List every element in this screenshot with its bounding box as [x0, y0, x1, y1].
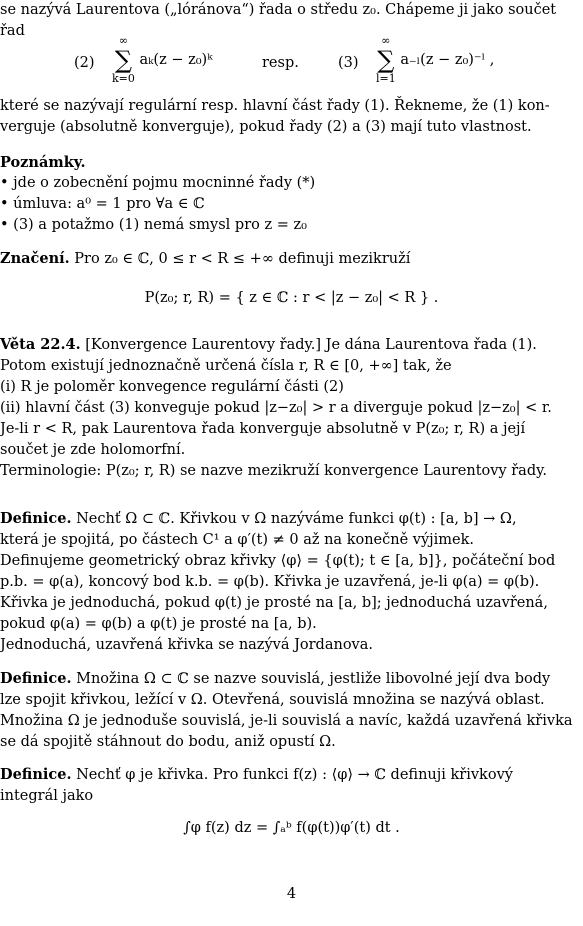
theorem-section: Věta 22.4. [Konvergence Laurentovy řady.] Je dána Laurentova řada (1). Potom existují jednoznačně určená čísla r, R ∈ [0, +∞] tak, že (i) R je poloměr konvegence regulární části (2) (ii) hlavní část (3) konveguje pokud |z−z₀| > r a diverguje pokud |z−z₀| < r. Je-li r < R, pak Laurentova řada konverguje absolutně v P(z₀; r, R) a její součet je zde holomorfní. Terminologie: P(z₀; r, R) se nazve mezikruží konvergence Laurentovy řady. [0, 336, 552, 479]
page-number: 4 [286, 886, 297, 902]
sum-symbol-1: ∞ ∑ k=0 [112, 34, 135, 85]
remarks-section [0, 152, 583, 236]
remarks-heading: Poznámky. [0, 154, 86, 171]
notation-line: Značení. Pro z₀ ∈ ℂ, 0 ≤ r < R ≤ +∞ definuji mezikruží [0, 250, 411, 267]
sum-symbol-2: ∞ ∑ l=1 [376, 34, 396, 85]
curve-integral-display: ∫φ f(z) dz = ∫ₐᵇ f(φ(t))φ′(t) dt . [183, 820, 400, 836]
definition-integral-section: Definice. Nechť φ je křivka. Pro funkci f(z) : ⟨φ⟩ → ℂ definuji křivkový integrál jako [0, 766, 513, 804]
definition-label-2: Definice. [0, 670, 72, 687]
remark-item-1: • jde o zobecnění pojmu mocninné řady (*) [0, 175, 316, 191]
theorem-label: Věta 22.4. [0, 336, 81, 353]
remark-item-2: • úmluva: a⁰ = 1 pro ∀a ∈ ℂ [0, 196, 205, 212]
sum-regular-part: ∞ ∑ k=0 aₖ(z − z₀)ᵏ [112, 34, 213, 85]
eq-number-2: (2) [74, 55, 95, 71]
eq-number-3: (3) [338, 55, 359, 71]
definition-connected-section: Definice. Množina Ω ⊂ ℂ se nazve souvislá, jestliže libovolné její dva body lze spojit křivkou, ležící v Ω. Otevřená, souvislá množina se nazývá oblast. Množina Ω je jednoduše souvislá, je-li souvislá a navíc, každá uzavřená křivka se dá spojitě stáhnout do bodu, aniž opustí Ω. [0, 670, 573, 750]
resp-word: resp. [262, 55, 299, 71]
annulus-definition-display: P(z₀; r, R) = { z ∈ ℂ : r < |z − z₀| < R } . [144, 290, 439, 306]
remark-item-3: • (3) a potažmo (1) nemá smysl pro z = z₀ [0, 217, 307, 233]
intro-line-1: se nazývá Laurentova („lóránova“) řada o středu z₀. Chápeme ji jako součet [0, 2, 557, 18]
series-display [0, 35, 583, 95]
notation-section [0, 248, 583, 270]
intro-line-2: řad [0, 23, 25, 39]
regular-principal-paragraph: které se nazývají regulární resp. hlavní část řady (1). Řekneme, že (1) kon- verguje (absolutně konverguje), pokud řady (2) a (3) mají tuto vlastnost. [0, 98, 550, 135]
definition-label-1: Definice. [0, 510, 72, 527]
definition-curve-section: Definice. Nechť Ω ⊂ ℂ. Křivkou v Ω nazýváme funkci φ(t) : [a, b] → Ω, která je spojitá, po částech C¹ a φ′(t) ≠ 0 až na konečně výjimek. Definujeme geometrický obraz křivky ⟨φ⟩ = {φ(t); t ∈ [a, b]}, počáteční bod p.b. = φ(a), koncový bod k.b. = φ(b). Křivka je uzavřená, je-li φ(a) = φ(b). Křivka je jednoduchá, pokud φ(t) je prosté na [a, b]; jednoduchá uzavřená, pokud φ(a) = φ(b) a φ(t) je prosté na [a, b). Jednoduchá, uzavřená křivka se nazývá Jordanova. [0, 510, 556, 653]
sum-principal-part: ∞ ∑ l=1 a₋ₗ(z − z₀)⁻ˡ , [376, 34, 495, 85]
definition-label-3: Definice. [0, 766, 72, 783]
